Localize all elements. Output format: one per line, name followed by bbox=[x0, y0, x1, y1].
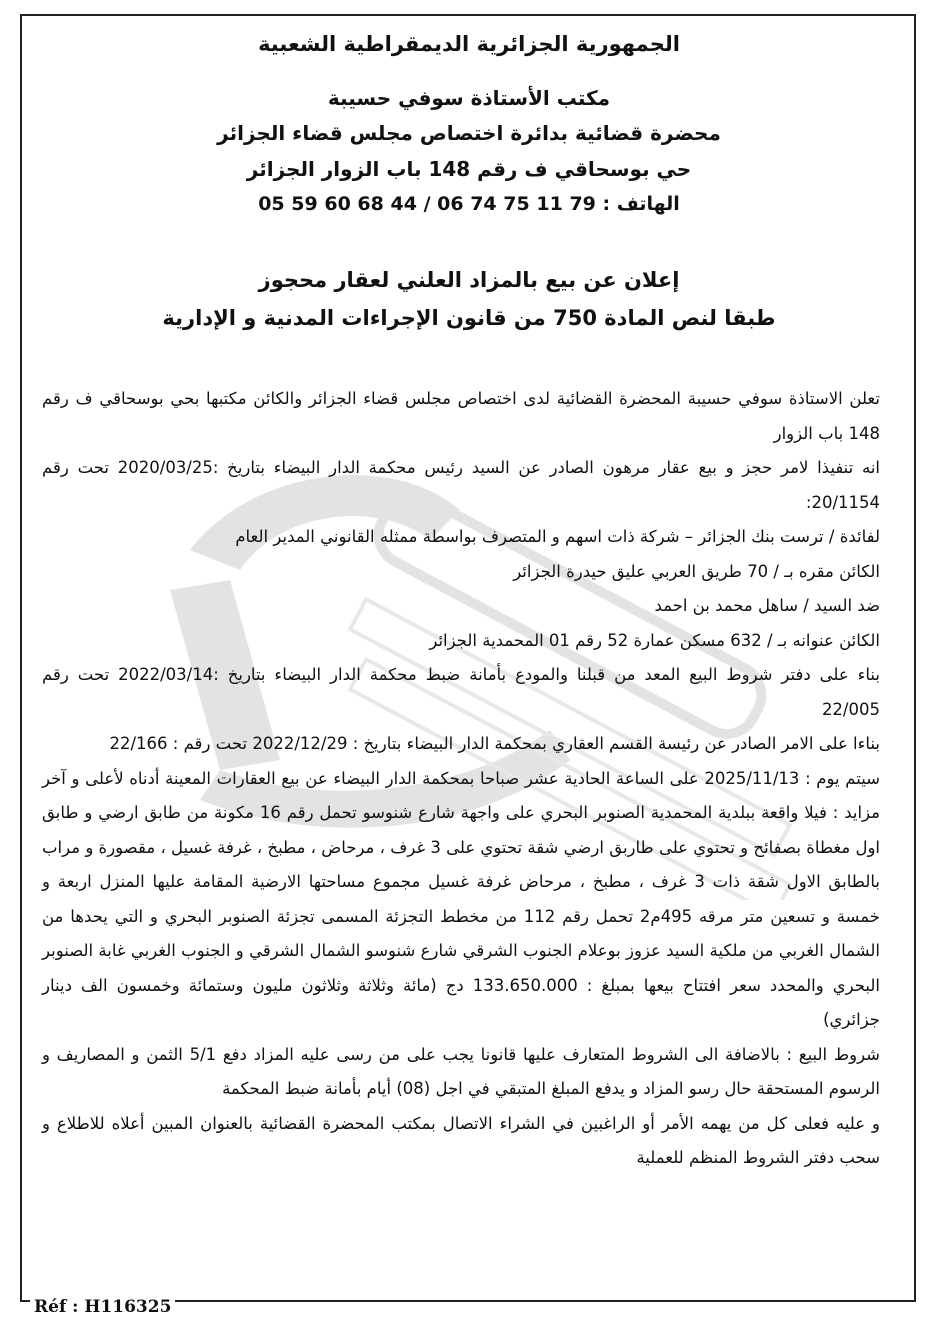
conditions-book-paragraph: بناء على دفتر شروط البيع المعد من قبلنا والمودع بأمانة ضبط محكمة الدار البيضاء بتاريخ :2022/03/14 تحت رقم 22/005 bbox=[42, 665, 880, 719]
reference-code: Réf : H116325 bbox=[30, 1297, 175, 1317]
beneficiary-line: لفائدة / ترست بنك الجزائر – شركة ذات اسهم و المتصرف بواسطة ممثله القانوني المدير العام bbox=[235, 527, 880, 546]
notice-body bbox=[42, 382, 880, 1176]
office-address: حي بوسحاقي ف رقم 148 باب الزوار الجزائر bbox=[246, 157, 692, 181]
intro-paragraph: تعلن الاستاذة سوفي حسيبة المحضرة القضائية لدى اختصاص مجلس قضاء الجزائر والكائن مكتبها بحي بوسحاقي ف رقم 148 باب الزوار bbox=[42, 389, 880, 443]
debtor-line: ضد السيد / ساهل محمد بن احمد bbox=[654, 596, 880, 615]
seizure-order-paragraph: انه تنفيذا لامر حجز و بيع عقار مرهون الصادر عن السيد رئيس محكمة الدار البيضاء بتاريخ :2020/03/25 تحت رقم 20/1154: bbox=[42, 458, 880, 512]
beneficiary-address-line: الكائن مقره بـ / 70 طريق العربي عليق حيدرة الجزائر bbox=[513, 561, 880, 581]
sale-conditions-paragraph: شروط البيع : بالاضافة الى الشروط المتعارف عليها قانونا يجب على من رسى عليه المزاد دفع 5/1 الثمن و المصاريف و الرسوم المستحقة حال رسو المزاد و يدفع المبلغ المتبقي في اجل (08) أيام بأمانة ضبط المحكمة bbox=[42, 1044, 881, 1098]
office-name: مكتب الأستاذة سوفي حسيبة bbox=[327, 86, 611, 110]
contact-paragraph: و عليه فعلى كل من يهمه الأمر أو الراغبين في الشراء الاتصال بمكتب المحضرة القضائية بالعنوان المبين أعلاه للاطلاع و سحب دفتر الشروط المنظم للعملية bbox=[42, 1113, 880, 1167]
sale-description-paragraph: سيتم يوم : 2025/11/13 على الساعة الحادية عشر صباحا بمحكمة الدار البيضاء عن بيع العقارات المعينة أدناه لأعلى و آخر مزايد : فيلا واقعة ببلدية المحمدية الصنوبر البحري على واجهة شارع شنوسو تحمل رقم 16 مكونة من طابق ارضي و طابق اول مغطاة بصفائح و تحتوي على طاربق ارضي شقة تحتوي على 3 غرف ، مرحاض ، مطبخ ، غرفة غسيل ، مقصورة و مراب بالطابق الاول شقة ذات 3 غرف ، مطبخ ، مرحاض غرفة غسيل مجموع مساحتها الارضية المقامة عليها المنزل اربعة و خمسة و تسعين متر مرقه 495م2 تحمل رقم 112 من مخطط التجزئة المسمى تجزئة الصنوبر البحري و التي يحدها من الشمال الغربي من ملكية السيد عزوز بوعلام الجنوب الشرقي شارع شنوسو الشمال الشرقي و الجنوب الغربي غابة الصنوبر البحري والمحدد سعر افتتاح بيعها بمبلغ : 133.650.000 دج (مائة وثلاثة وثلاثون مليون وستمائة وخمسون الف دينار جزائري) bbox=[42, 768, 881, 1029]
office-phone: الهاتف : 79 11 75 74 06 / 44 68 60 59 05 bbox=[258, 193, 680, 215]
real-estate-order-paragraph: بناءا على الامر الصادر عن رئيسة القسم العقاري بمحكمة الدار البيضاء بتاريخ : 2022/12/29 تحت رقم : 22/166 bbox=[109, 734, 880, 753]
debtor-address-line: الكائن عنوانه بـ / 632 مسكن عمارة 52 رقم 01 المحمدية الجزائر bbox=[429, 630, 880, 650]
republic-heading: الجمهورية الجزائرية الديمقراطية الشعبية bbox=[258, 32, 680, 56]
notice-title: إعلان عن بيع بالمزاد العلني لعقار محجوز bbox=[258, 268, 680, 292]
notice-subtitle: طبقا لنص المادة 750 من قانون الإجراءات المدنية و الإدارية bbox=[162, 306, 776, 330]
court-jurisdiction: محضرة قضائية بدائرة اختصاص مجلس قضاء الجزائر bbox=[217, 121, 721, 145]
